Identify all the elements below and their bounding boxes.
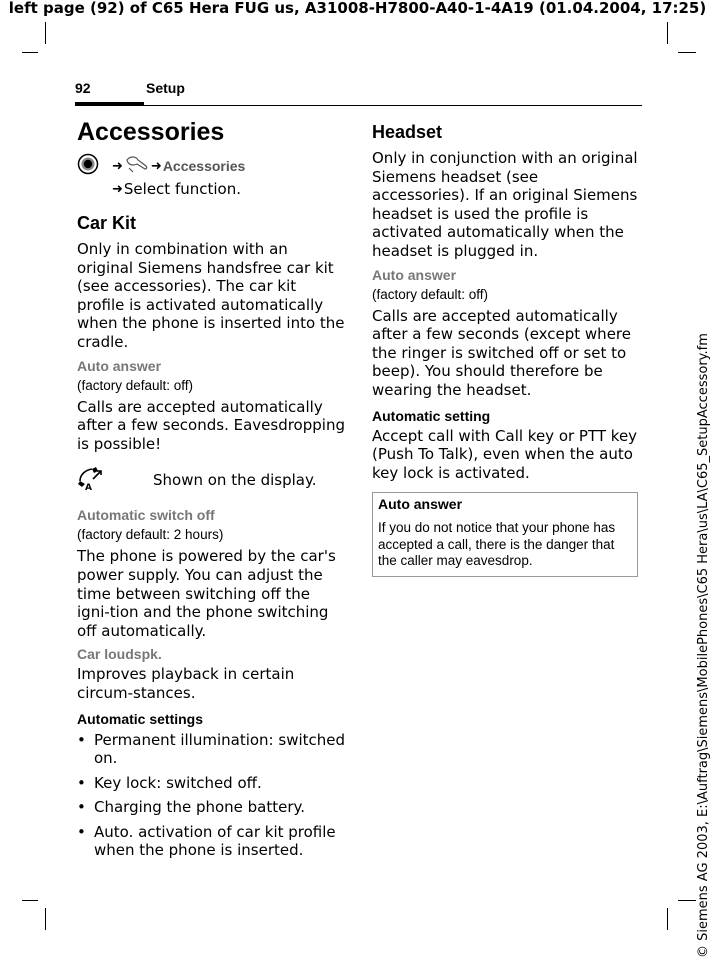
loudspk-heading: Car loudspk. — [77, 646, 162, 663]
crop-mark — [45, 22, 46, 44]
left-column — [77, 118, 347, 866]
auto-settings-heading: Automatic settings — [77, 710, 204, 727]
auto-settings-list — [77, 731, 347, 861]
headset-auto-answer-default: (factory default: off) — [372, 286, 489, 302]
menu-instruction: Select function. — [123, 180, 241, 198]
section-title: Setup — [146, 80, 185, 96]
headset-intro: Only in conjunction with an original Siemens headset (see accessories). If an original Siemens headset is used the profile is activated automatically when the headset is plugged in. — [372, 149, 638, 260]
headset-heading: Headset — [372, 122, 443, 142]
crop-mark — [667, 908, 668, 930]
crop-mark — [667, 22, 668, 44]
switch-off-heading: Automatic switch off — [77, 507, 215, 524]
svg-text:A: A — [85, 483, 92, 492]
side-info-left — [0, 30, 19, 350]
note-title: Auto answer — [378, 496, 463, 513]
auto-answer-default: (factory default: off) — [77, 377, 194, 393]
switch-off-text: The phone is powered by the car's power supply. You can adjust the time between switching off the igni-tion and the phone switching off automatically. — [77, 547, 336, 640]
headset-auto-answer-heading: Auto answer — [372, 266, 457, 283]
car-kit-intro: Only in combination with an original Siemens handsfree car kit (see accessories). The car kit profile is activated automatically when the phone is inserted into the cradle. — [77, 240, 345, 351]
display-symbol-row — [77, 465, 347, 495]
arrow-icon: ➜ — [150, 159, 162, 174]
side-info-right-text: © Siemens AG 2003, E:\Auftrag\Siemens\MobilePhones\C65 Hera\us\LA\C65_SetupAccessory.fm — [696, 333, 711, 958]
running-header: left page (92) of C65 Hera FUG us, A31008-H7800-A40-1-4A19 (01.04.2004, 17:25) — [8, 0, 707, 17]
page-title: Accessories — [77, 118, 225, 146]
list-item: • Charging the phone battery. — [77, 798, 347, 817]
wrench-setup-icon — [124, 154, 150, 179]
list-item: • Key lock: switched off. — [77, 774, 347, 793]
headset-auto-answer-text: Calls are accepted automatically after a few seconds (except where the ringer is switched off or set to beep). You should therefore be wearing the headset. — [372, 306, 631, 399]
page-number: 92 — [75, 80, 91, 96]
loudspk-text: Improves playback in certain circum-stances. — [77, 665, 295, 702]
crop-mark — [22, 52, 38, 53]
side-info-right — [693, 333, 715, 960]
header-rule-thick — [75, 102, 144, 106]
menu-target: Accessories — [162, 158, 246, 174]
arrow-icon: ➜ — [112, 159, 123, 174]
auto-answer-heading: Auto answer — [77, 357, 162, 374]
note-body: If you do not notice that your phone has accepted a call, there is the danger that the caller may eavesdrop. — [378, 520, 616, 569]
header-rule — [144, 105, 642, 106]
auto-answer-text: Calls are accepted automatically after a few seconds. Eavesdropping is possible! — [77, 397, 345, 453]
auto-answer-phone-icon — [77, 465, 153, 495]
crop-mark — [678, 52, 696, 53]
menu-path — [77, 153, 347, 199]
crop-mark — [678, 900, 696, 901]
car-kit-heading: Car Kit — [77, 213, 137, 233]
right-column — [372, 118, 638, 577]
list-item: • Auto. activation of car kit profile when the phone is inserted. — [77, 823, 347, 860]
crop-mark — [45, 908, 46, 930]
automatic-setting-text: Accept call with Call key or PTT key (Push To Talk), even when the auto key lock is activated. — [372, 426, 638, 482]
display-symbol-text: Shown on the display. — [153, 471, 317, 490]
automatic-setting-heading: Automatic setting — [372, 407, 491, 424]
list-item: • Permanent illumination: switched on. — [77, 731, 347, 768]
crop-mark — [22, 900, 38, 901]
menu-key-icon — [77, 153, 99, 180]
warning-note — [372, 492, 638, 577]
arrow-icon: ➜ — [112, 182, 123, 197]
switch-off-default: (factory default: 2 hours) — [77, 527, 224, 543]
